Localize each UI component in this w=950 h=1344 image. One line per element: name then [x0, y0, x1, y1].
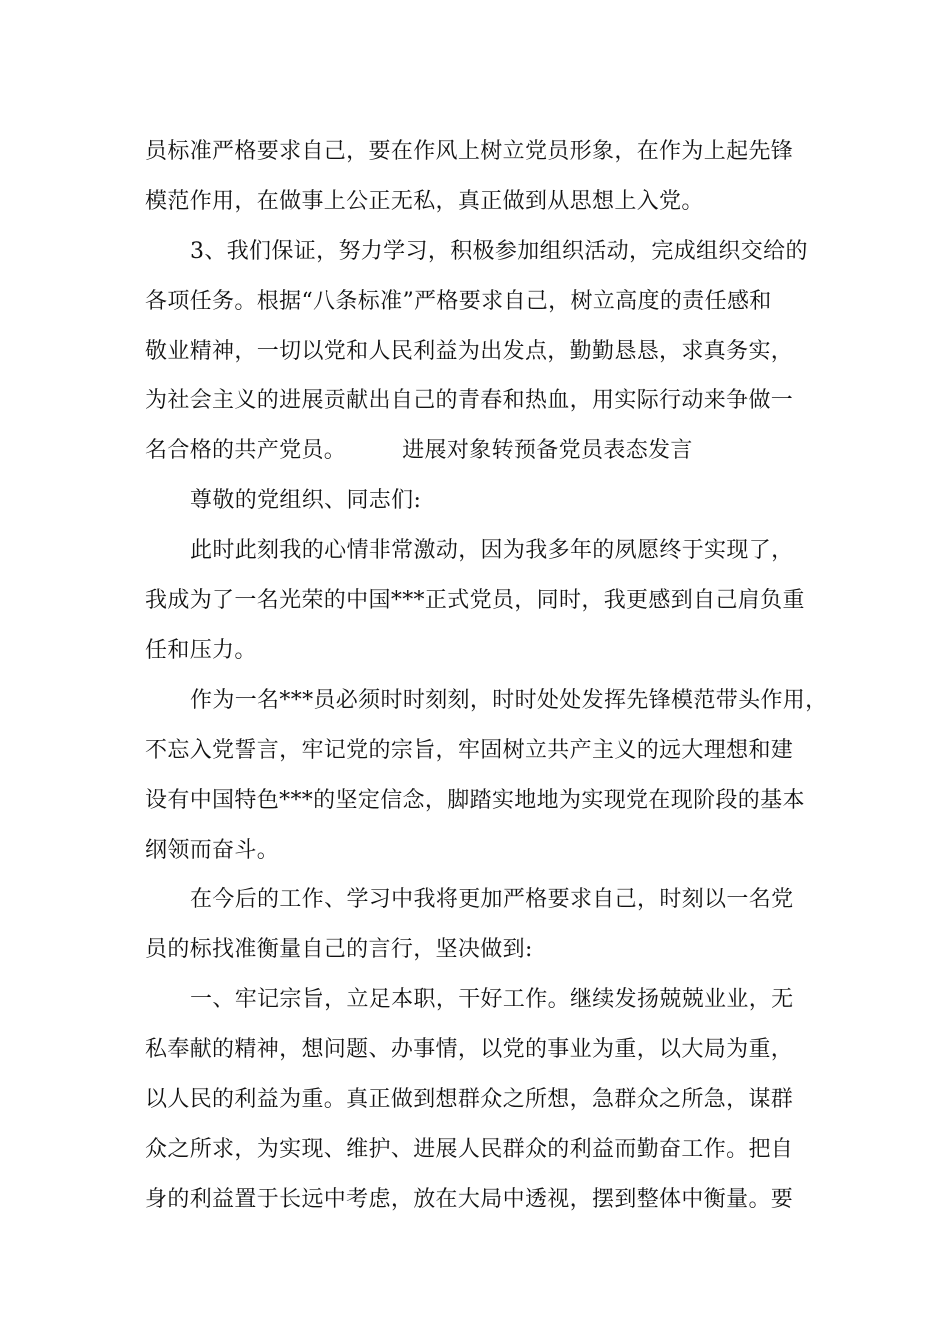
text-line-with-title: 名合格的共产党员。 进展对象转预备党员表态发言 — [145, 438, 693, 463]
paragraph-start-line: 3、我们保证，努力学习，积极参加组织活动，完成组织交给的 — [190, 239, 808, 264]
text-line: 身的利益置于长远中考虑，放在大局中透视，摆到整体中衡量。要 — [145, 1187, 794, 1212]
paragraph-start-line: 作为一名***员必须时时刻刻，时时处处发挥先锋模范带头作用， — [190, 688, 828, 713]
text-line: 以人民的利益为重。真正做到想群众之所想，急群众之所急，谋群 — [145, 1087, 794, 1112]
text-line: 不忘入党誓言，牢记党的宗旨，牢固树立共产主义的远大理想和建 — [145, 738, 794, 763]
text-line: 模范作用，在做事上公正无私，真正做到从思想上入党。 — [145, 189, 704, 214]
text-line: 敬业精神，一切以党和人民利益为出发点，勤勤恳恳，求真务实， — [145, 339, 794, 364]
text-line: 我成为了一名光荣的中国***正式党员，同时，我更感到自己肩负重 — [145, 588, 805, 613]
text-line: 各项任务。根据“八条标准”严格要求自己，树立高度的责任感和 — [145, 289, 772, 314]
paragraph-start-line: 一、牢记宗旨，立足本职，干好工作。继续发扬兢兢业业，无 — [190, 987, 794, 1012]
text-line: 为社会主义的进展贡献出自己的青春和热血，用实际行动来争做一 — [145, 388, 794, 413]
text-line: 纲领而奋斗。 — [145, 838, 280, 863]
text-line: 员标准严格要求自己，要在作风上树立党员形象，在作为上起先锋 — [145, 139, 794, 164]
salutation-line: 尊敬的党组织、同志们: — [190, 488, 422, 513]
text-line: 私奉献的精神，想问题、办事情，以党的事业为重，以大局为重， — [145, 1037, 794, 1062]
text-line: 员的标找准衡量自己的言行，坚决做到: — [145, 937, 533, 962]
text-line: 设有中国特色***的坚定信念，脚踏实地地为实现党在现阶段的基本 — [145, 788, 805, 813]
text-line: 任和压力。 — [145, 638, 257, 663]
paragraph-start-line: 在今后的工作、学习中我将更加严格要求自己，时刻以一名党 — [190, 887, 794, 912]
text-line: 众之所求，为实现、维护、进展人民群众的利益而勤奋工作。把自 — [145, 1137, 794, 1162]
paragraph-start-line: 此时此刻我的心情非常激动，因为我多年的夙愿终于实现了， — [190, 538, 794, 563]
